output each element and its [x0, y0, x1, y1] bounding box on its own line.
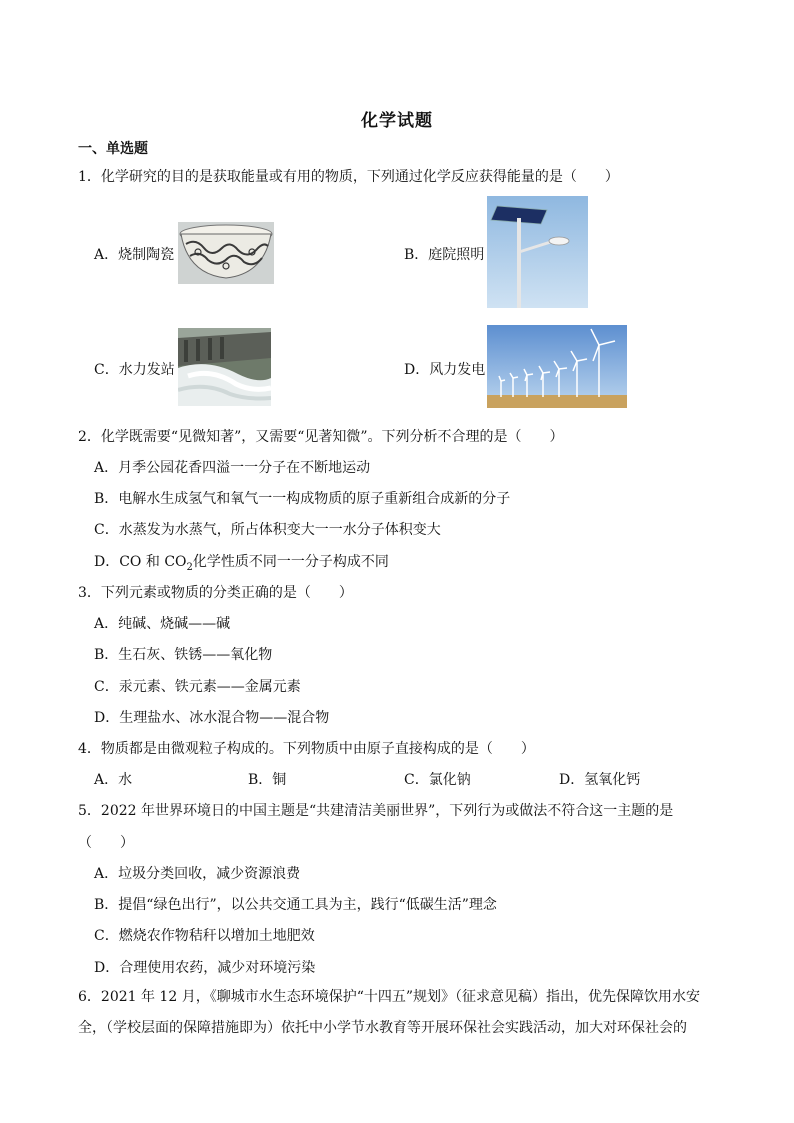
- q3-option-b[interactable]: B．生石灰、铁锈——氧化物: [94, 647, 273, 663]
- q5-option-d[interactable]: D．合理使用农药，减少对环境污染: [94, 960, 316, 976]
- solar-street-light-image: [487, 196, 588, 308]
- question-3: 3．下列元素或物质的分类正确的是（ ）: [78, 585, 353, 601]
- question-2: 2．化学既需要“见微知著”，又需要“见著知微”。下列分析不合理的是（ ）: [78, 429, 564, 445]
- q3-option-d[interactable]: D．生理盐水、冰水混合物——混合物: [94, 710, 330, 726]
- q5-option-b[interactable]: B．提倡“绿色出行”，以公共交通工具为主，践行“低碳生活”理念: [94, 897, 497, 913]
- ceramic-bowl-image: [178, 222, 274, 284]
- q4-option-d[interactable]: D．氢氧化钙: [559, 772, 641, 788]
- hydropower-dam-image: [178, 328, 271, 406]
- q2-option-d[interactable]: [94, 551, 389, 573]
- q5-option-a[interactable]: A．垃圾分类回收，减少资源浪费: [94, 866, 301, 882]
- page-title: 化学试题: [361, 111, 433, 131]
- co2-subscript: 2: [186, 561, 193, 573]
- section-heading: 一、单选题: [78, 141, 148, 157]
- question-6: 6．2021 年 12 月，《聊城市水生态环境保护“十四五”规划》（征求意见稿）指出，优先保障饮用水安全，（学校层面的保障措施即为）依托中小学节水教育等开展环保社会实践活动，加大对环保社会的: [78, 989, 701, 1036]
- question-5-bracket: （ ）: [78, 835, 134, 851]
- q1-option-b[interactable]: B．庭院照明: [404, 247, 485, 263]
- q1-option-c[interactable]: C．水力发站: [94, 362, 175, 378]
- question-5: 5．2022 年世界环境日的中国主题是“共建清洁美丽世界”，下列行为或做法不符合这一主题的是: [78, 803, 674, 819]
- q2-option-b[interactable]: B．电解水生成氢气和氧气一一构成物质的原子重新组合成新的分子: [94, 491, 511, 507]
- q3-option-a[interactable]: A．纯碱、烧碱——碱: [94, 616, 231, 632]
- q2-option-d-post: 化学性质不同一一分子构成不同: [192, 554, 389, 570]
- q2-option-a[interactable]: A．月季公园花香四溢一一分子在不断地运动: [94, 460, 371, 476]
- wind-turbines-image: [487, 325, 627, 408]
- q4-option-c[interactable]: C．氯化钠: [404, 772, 471, 788]
- q4-option-a[interactable]: A．水: [94, 772, 133, 788]
- q4-option-b[interactable]: B．铜: [248, 772, 287, 788]
- q2-option-c[interactable]: C．水蒸发为水蒸气，所占体积变大一一水分子体积变大: [94, 522, 441, 538]
- q1-option-d[interactable]: D．风力发电: [404, 362, 486, 378]
- q2-option-d-pre: D．CO 和 CO: [94, 554, 187, 570]
- question-4: 4．物质都是由微观粒子构成的。下列物质中由原子直接构成的是（ ）: [78, 741, 535, 757]
- q5-option-c[interactable]: C．燃烧农作物秸秆以增加土地肥效: [94, 928, 315, 944]
- q1-option-a[interactable]: A．烧制陶瓷: [94, 247, 175, 263]
- question-1: 1．化学研究的目的是获取能量或有用的物质，下列通过化学反应获得能量的是（ ）: [78, 169, 619, 185]
- q3-option-c[interactable]: C．汞元素、铁元素——金属元素: [94, 679, 301, 695]
